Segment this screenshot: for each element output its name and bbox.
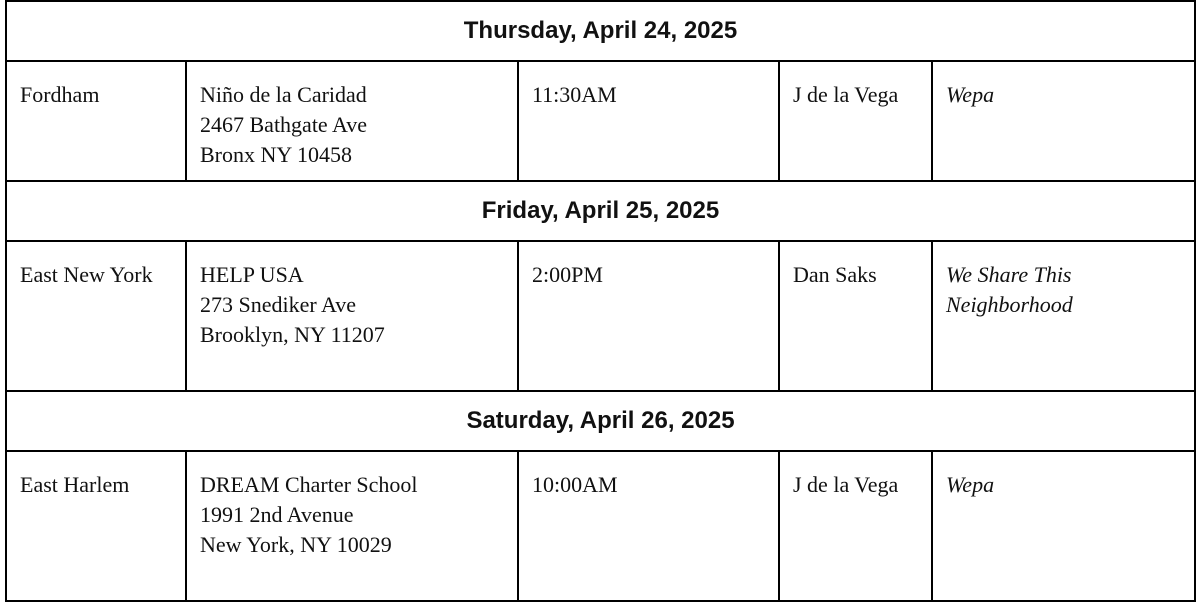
venue-name: DREAM Charter School bbox=[200, 472, 418, 497]
address-line: 273 Snediker Ave bbox=[200, 292, 357, 317]
time-cell: 11:30AM bbox=[518, 61, 779, 181]
program-cell: Wepa bbox=[932, 451, 1195, 601]
host-cell: Dan Saks bbox=[779, 241, 932, 391]
program-cell: We Share This Neighborhood bbox=[932, 241, 1195, 391]
host-cell: J de la Vega bbox=[779, 451, 932, 601]
address-line: Bronx NY 10458 bbox=[200, 142, 352, 167]
host-cell: J de la Vega bbox=[779, 61, 932, 181]
event-row bbox=[6, 61, 1195, 181]
address-line: New York, NY 10029 bbox=[200, 532, 392, 557]
date-header-row bbox=[6, 391, 1195, 451]
address-line: 2467 Bathgate Ave bbox=[200, 112, 367, 137]
time-cell: 2:00PM bbox=[518, 241, 779, 391]
program-cell: Wepa bbox=[932, 61, 1195, 181]
address-line: Brooklyn, NY 11207 bbox=[200, 322, 385, 347]
date-header: Thursday, April 24, 2025 bbox=[6, 1, 1195, 61]
event-row bbox=[6, 241, 1195, 391]
event-row bbox=[6, 451, 1195, 601]
date-header-row bbox=[6, 181, 1195, 241]
neighborhood-cell: Fordham bbox=[6, 61, 186, 181]
venue-cell bbox=[186, 241, 518, 391]
venue-cell bbox=[186, 61, 518, 181]
venue-cell bbox=[186, 451, 518, 601]
date-header: Saturday, April 26, 2025 bbox=[6, 391, 1195, 451]
date-header-row bbox=[6, 1, 1195, 61]
venue-name: HELP USA bbox=[200, 262, 304, 287]
neighborhood-cell: East New York bbox=[6, 241, 186, 391]
neighborhood-cell: East Harlem bbox=[6, 451, 186, 601]
venue-name: Niño de la Caridad bbox=[200, 82, 367, 107]
date-header: Friday, April 25, 2025 bbox=[6, 181, 1195, 241]
schedule-table bbox=[5, 0, 1196, 602]
address-line: 1991 2nd Avenue bbox=[200, 502, 354, 527]
time-cell: 10:00AM bbox=[518, 451, 779, 601]
